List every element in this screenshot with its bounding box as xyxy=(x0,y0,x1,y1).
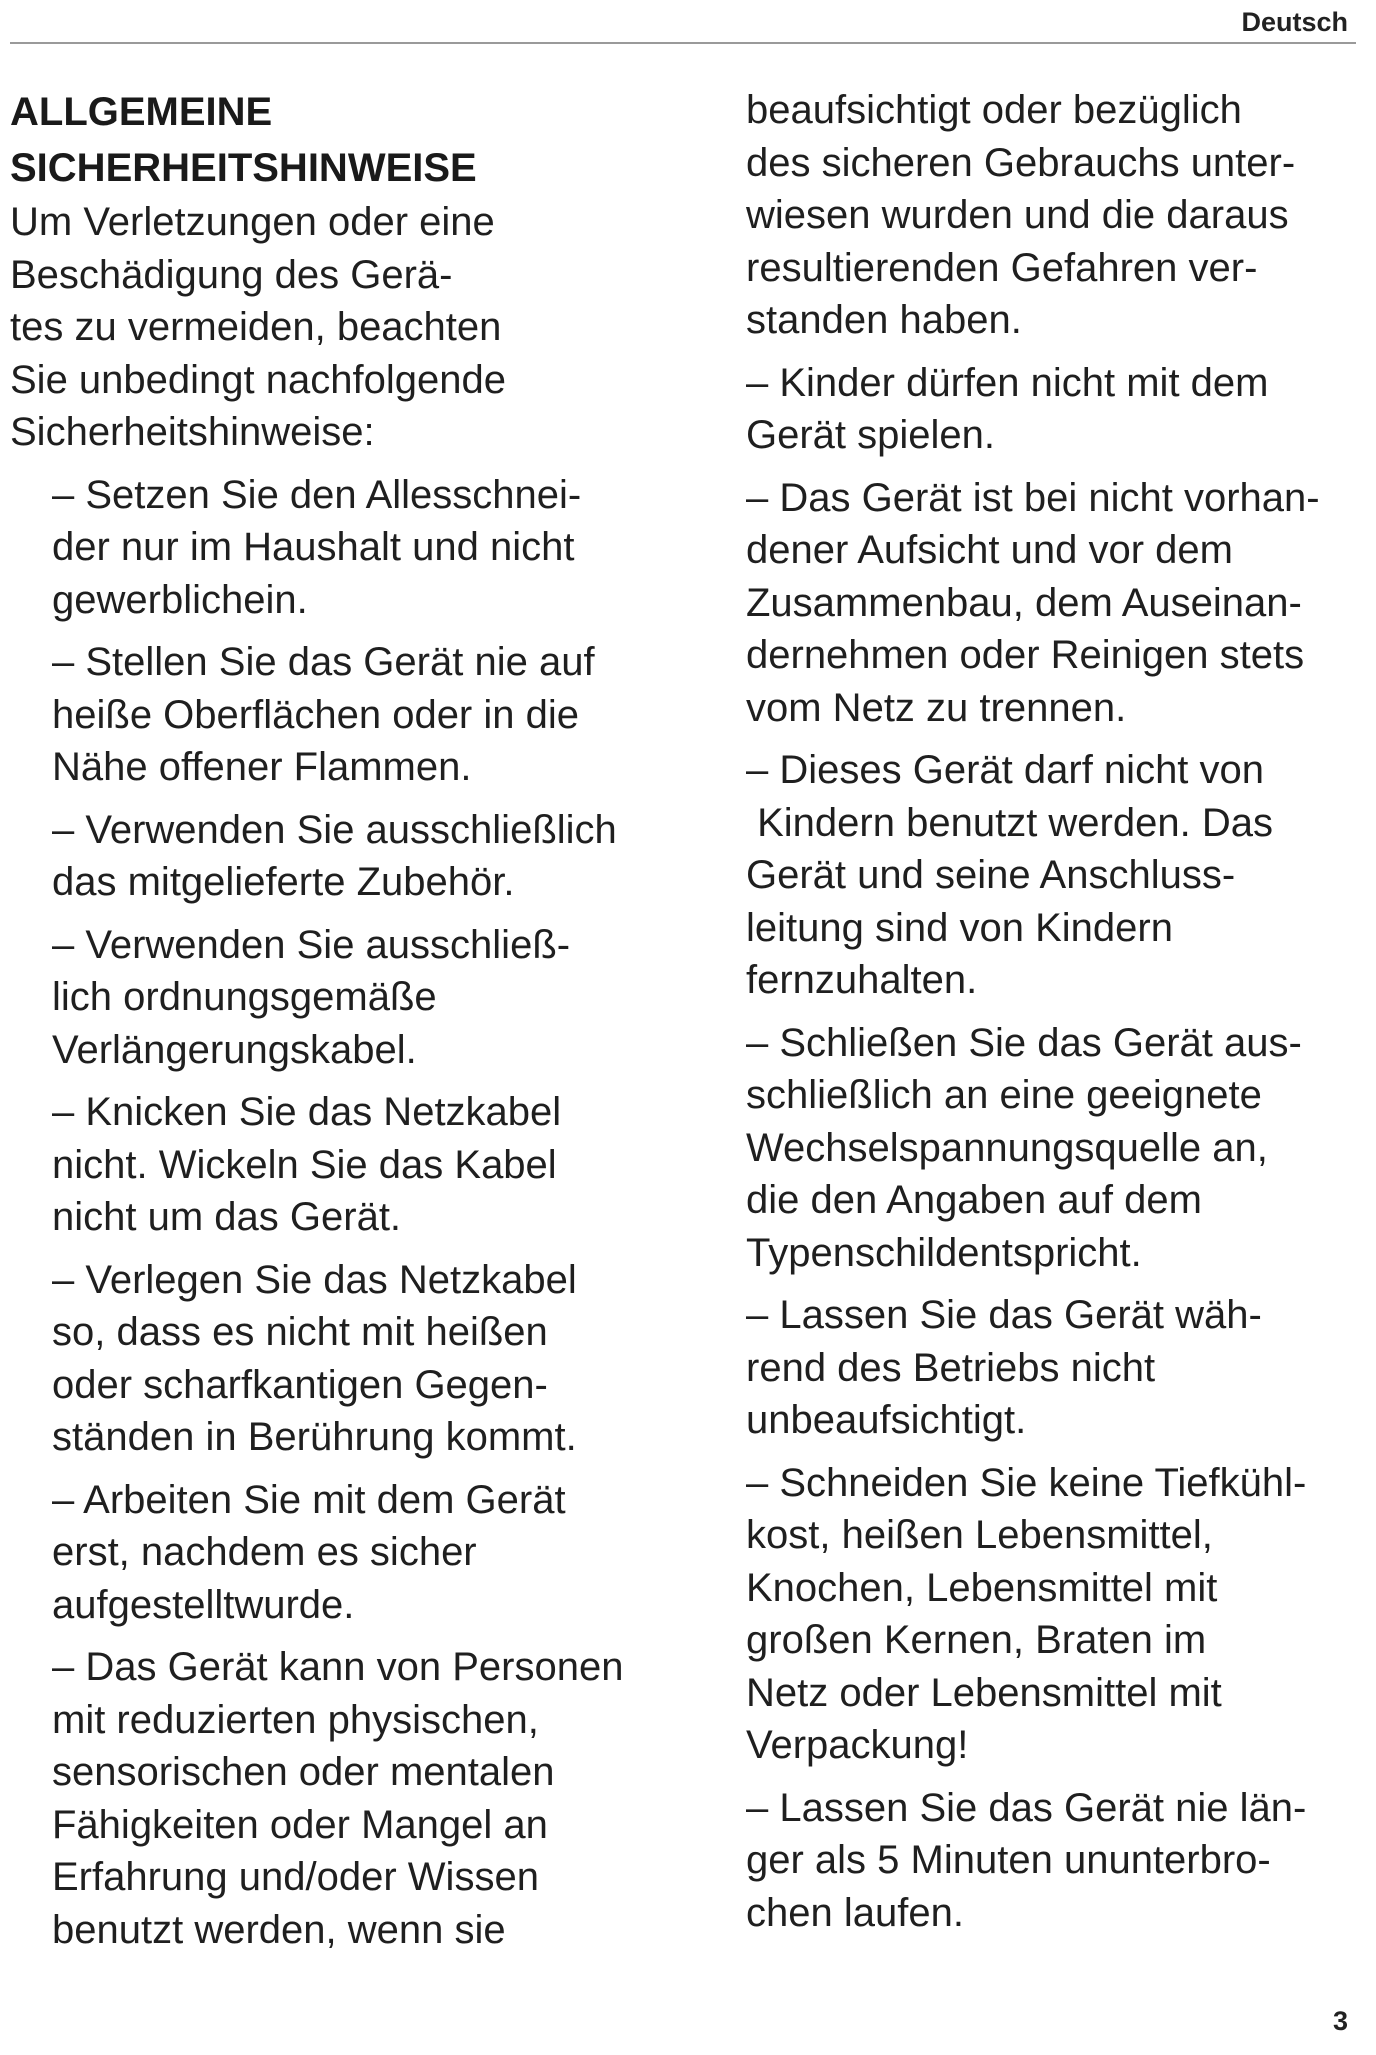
bullet-line: Kindern benutzt werden. Das xyxy=(746,800,1273,845)
bullet-line: die den Angaben auf dem xyxy=(746,1178,1202,1222)
bullet-line: – Stellen Sie das Gerät nie auf xyxy=(52,640,595,684)
bullet-line: Netz oder Lebensmittel mit xyxy=(746,1670,1222,1715)
continuation-line: beaufsichtigt oder bezüglich xyxy=(746,88,1242,132)
intro-line: Beschädigung des Gerä- xyxy=(10,252,453,297)
intro-line: Um Verletzungen oder eine xyxy=(10,200,495,244)
bullet-line: – Verwenden Sie ausschließlich xyxy=(52,807,617,852)
intro-line: Sicherheitshinweise: xyxy=(10,410,375,454)
intro-line: tes zu vermeiden, beachten xyxy=(10,305,502,349)
bullet-line: benutzt werden, wenn sie xyxy=(52,1907,506,1952)
section-title xyxy=(10,84,690,196)
bullet-line: Nähe offener Flammen. xyxy=(52,745,472,789)
bullet-line: oder scharfkantigen Gegen- xyxy=(52,1362,548,1407)
bullet-line: – Knicken Sie das Netzkabel xyxy=(52,1090,562,1134)
bullet-line: der nur im Haushalt und nicht xyxy=(52,525,575,569)
continuation-line: des sicheren Gebrauchs unter- xyxy=(746,140,1296,185)
section-title-line: SICHERHEITSHINWEISE xyxy=(10,146,477,190)
intro-paragraph xyxy=(10,196,690,459)
bullet-line: Verlängerungskabel. xyxy=(52,1027,417,1072)
bullet-line: Gerät spielen. xyxy=(746,413,996,457)
bullet-line: dener Aufsicht und vor dem xyxy=(746,528,1233,572)
bullet-line: erst, nachdem es sicher xyxy=(52,1530,477,1574)
bullet-line: vom Netz zu trennen. xyxy=(746,685,1127,730)
bullet-item xyxy=(746,472,1366,735)
bullet-line: Fähigkeiten oder Mangel an xyxy=(52,1802,548,1847)
bullet-line: – Setzen Sie den Allesschnei- xyxy=(52,472,582,517)
bullet-line: großen Kernen, Braten im xyxy=(746,1618,1207,1662)
bullet-item xyxy=(52,1254,690,1464)
bullet-line: ständen in Berührung kommt. xyxy=(52,1415,577,1459)
bullet-line: kost, heißen Lebensmittel, xyxy=(746,1513,1213,1557)
bullet-line: – Schließen Sie das Gerät aus- xyxy=(746,1020,1302,1065)
bullet-item xyxy=(746,1017,1366,1280)
bullet-line: Typenschildentspricht. xyxy=(746,1230,1142,1275)
bullet-line: nicht um das Gerät. xyxy=(52,1195,402,1239)
bullet-line: – Lassen Sie das Gerät wäh- xyxy=(746,1293,1262,1337)
bullet-line: lich ordnungsgemäße xyxy=(52,975,437,1019)
bullet-line: das mitgelieferte Zubehör. xyxy=(52,860,515,904)
bullet-line: so, dass es nicht mit heißen xyxy=(52,1310,548,1354)
bullet-line: – Dieses Gerät darf nicht von xyxy=(746,748,1265,792)
left-bullet-list xyxy=(10,469,690,1957)
right-bullet-list xyxy=(746,357,1366,1940)
bullet-item xyxy=(52,804,690,909)
continuation-line: standen haben. xyxy=(746,298,1022,342)
bullet-item xyxy=(746,1782,1366,1940)
bullet-item xyxy=(52,919,690,1077)
bullet-item xyxy=(52,1086,690,1244)
bullet-line: Verpackung! xyxy=(746,1723,969,1767)
bullet-line: heiße Oberflächen oder in die xyxy=(52,692,579,737)
bullet-line: ger als 5 Minuten ununterbro- xyxy=(746,1838,1271,1882)
bullet-item xyxy=(746,1289,1366,1447)
bullet-item xyxy=(746,1457,1366,1772)
bullet-line: – Kinder dürfen nicht mit dem xyxy=(746,360,1269,405)
bullet-line: – Verwenden Sie ausschließ- xyxy=(52,922,571,967)
page-number: 3 xyxy=(1332,2006,1348,2036)
left-column xyxy=(10,84,690,1956)
bullet-line: Wechselspannungsquelle an, xyxy=(746,1125,1268,1170)
bullet-line: mit reduzierten physischen, xyxy=(52,1697,539,1742)
bullet-line: – Schneiden Sie keine Tiefkühl- xyxy=(746,1460,1307,1505)
bullet-line: – Arbeiten Sie mit dem Gerät xyxy=(52,1477,566,1522)
bullet-line: Zusammenbau, dem Auseinan- xyxy=(746,580,1302,625)
right-column xyxy=(746,84,1366,1939)
bullet-line: – Das Gerät ist bei nicht vorhan- xyxy=(746,475,1320,520)
bullet-line: Erfahrung und/oder Wissen xyxy=(52,1855,539,1899)
bullet-line: – Lassen Sie das Gerät nie län- xyxy=(746,1785,1307,1830)
bullet-item xyxy=(746,357,1366,462)
header-language-label: Deutsch xyxy=(1241,7,1348,37)
bullet-item xyxy=(52,1474,690,1632)
bullet-line: Knochen, Lebensmittel mit xyxy=(746,1565,1218,1610)
bullet-line: rend des Betriebs nicht xyxy=(746,1345,1156,1390)
continuation-paragraph xyxy=(746,84,1366,347)
bullet-line: unbeaufsichtigt. xyxy=(746,1398,1027,1442)
bullet-line: dernehmen oder Reinigen stets xyxy=(746,633,1305,677)
bullet-line: – Das Gerät kann von Personen xyxy=(52,1645,624,1689)
bullet-line: fernzuhalten. xyxy=(746,958,978,1002)
bullet-line: nicht. Wickeln Sie das Kabel xyxy=(52,1142,557,1187)
intro-line: Sie unbedingt nachfolgende xyxy=(10,357,506,402)
bullet-line: aufgestelltwurde. xyxy=(52,1582,355,1627)
bullet-line: – Verlegen Sie das Netzkabel xyxy=(52,1257,577,1302)
section-title-line: ALLGEMEINE xyxy=(10,90,273,134)
bullet-line: chen laufen. xyxy=(746,1890,964,1935)
bullet-line: leitung sind von Kindern xyxy=(746,905,1173,950)
bullet-item xyxy=(746,744,1366,1007)
continuation-line: wiesen wurden und die daraus xyxy=(746,193,1289,237)
bullet-line: Gerät und seine Anschluss- xyxy=(746,853,1236,897)
bullet-item xyxy=(52,636,690,794)
bullet-item xyxy=(52,1641,690,1956)
continuation-line: resultierenden Gefahren ver- xyxy=(746,245,1258,290)
bullet-item xyxy=(52,469,690,627)
header-divider xyxy=(10,42,1356,44)
bullet-line: sensorischen oder mentalen xyxy=(52,1750,555,1794)
bullet-line: schließlich an eine geeignete xyxy=(746,1073,1262,1117)
bullet-line: gewerblichein. xyxy=(52,577,308,622)
